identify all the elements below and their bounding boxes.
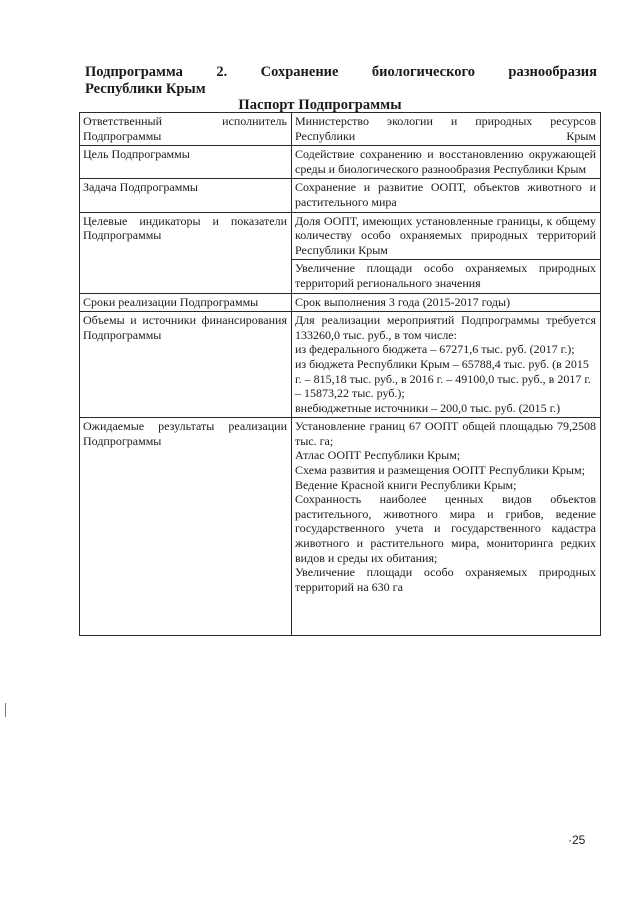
page-number: ·25 [568, 833, 586, 847]
table-row [80, 418, 601, 636]
table-row [80, 146, 601, 179]
row-label: Цель Подпрограммы [80, 146, 292, 179]
row-label: Целевые индикаторы и показатели Подпрограммы [80, 212, 292, 293]
passport-table [79, 112, 601, 636]
subprogram-title-line1 [85, 64, 597, 81]
row-value: Содействие сохранению и восстановлению окружающей среды и биологического разнообразия Республики Крым [292, 146, 601, 179]
result-line: Схема развития и размещения ООПТ Республики Крым; [295, 463, 585, 478]
row-value: Срок выполнения 3 года (2015-2017 годы) [292, 293, 601, 312]
page-number-value: 25 [572, 833, 586, 847]
funding-line: внебюджетные источники – 200,0 тыс. руб. (2015 г.) [295, 400, 561, 415]
table-row [80, 179, 601, 212]
row-label: Ожидаемые результаты реализации Подпрограммы [80, 418, 292, 636]
row-label: Ответственный исполнитель Подпрограммы [80, 113, 292, 146]
result-line: Атлас ООПТ Республики Крым; [295, 448, 461, 463]
row-label: Задача Подпрограммы [80, 179, 292, 212]
scan-mark [5, 703, 6, 717]
row-value: Министерство экологии и природных ресурсов Республики Крым [292, 113, 601, 146]
row-value: Увеличение площади особо охраняемых природных территорий регионального значения [292, 260, 601, 293]
row-value: Доля ООПТ, имеющих установленные границы, к общему количеству особо охраняемых природных территорий Республики Крым [292, 212, 601, 260]
table-row [80, 312, 601, 418]
title-word: 2. [216, 64, 228, 80]
row-label: Объемы и источники финансирования Подпрограммы [80, 312, 292, 418]
funding-line: Для реализации мероприятий Подпрограммы требуется 133260,0 тыс. руб., в том числе: [295, 313, 596, 342]
funding-line: из федерального бюджета – 67271,6 тыс. руб. (2017 г.); [295, 342, 575, 357]
table-row [80, 113, 601, 146]
result-line: Увеличение площади особо охраняемых природных территорий на 630 га [295, 565, 596, 594]
subprogram-title [85, 64, 597, 98]
result-line: Ведение Красной книги Республики Крым; [295, 477, 517, 492]
funding-line: из бюджета Республики Крым – 65788,4 тыс. руб. (в 2015 г. – 815,18 тыс. руб., в 2016 г. – 49100,0 тыс. руб., в 2017 г. – 15873,22 тыс. руб.); [295, 356, 591, 401]
passport-title: Паспорт Подпрограммы [238, 97, 402, 113]
row-value [292, 418, 601, 636]
title-word: биологического [371, 64, 475, 80]
table-row [80, 212, 601, 260]
title-word: Сохранение [260, 64, 339, 80]
table-row [80, 293, 601, 312]
subprogram-title-line2: Республики Крым [85, 81, 206, 97]
result-line: Сохранность наиболее ценных видов объектов растительного, животного мира и грибов, ведение государственного учета и государственного кадастра животного и растительного мира, мониторинга редких видов и среды их обитания; [295, 492, 596, 565]
row-label: Сроки реализации Подпрограммы [80, 293, 292, 312]
title-word: Подпрограмма [85, 64, 183, 80]
row-value: Сохранение и развитие ООПТ, объектов животного и растительного мира [292, 179, 601, 212]
result-line: Установление границ 67 ООПТ общей площадью 79,2508 тыс. га; [295, 419, 596, 448]
row-value [292, 312, 601, 418]
title-word: разнообразия [508, 64, 597, 80]
